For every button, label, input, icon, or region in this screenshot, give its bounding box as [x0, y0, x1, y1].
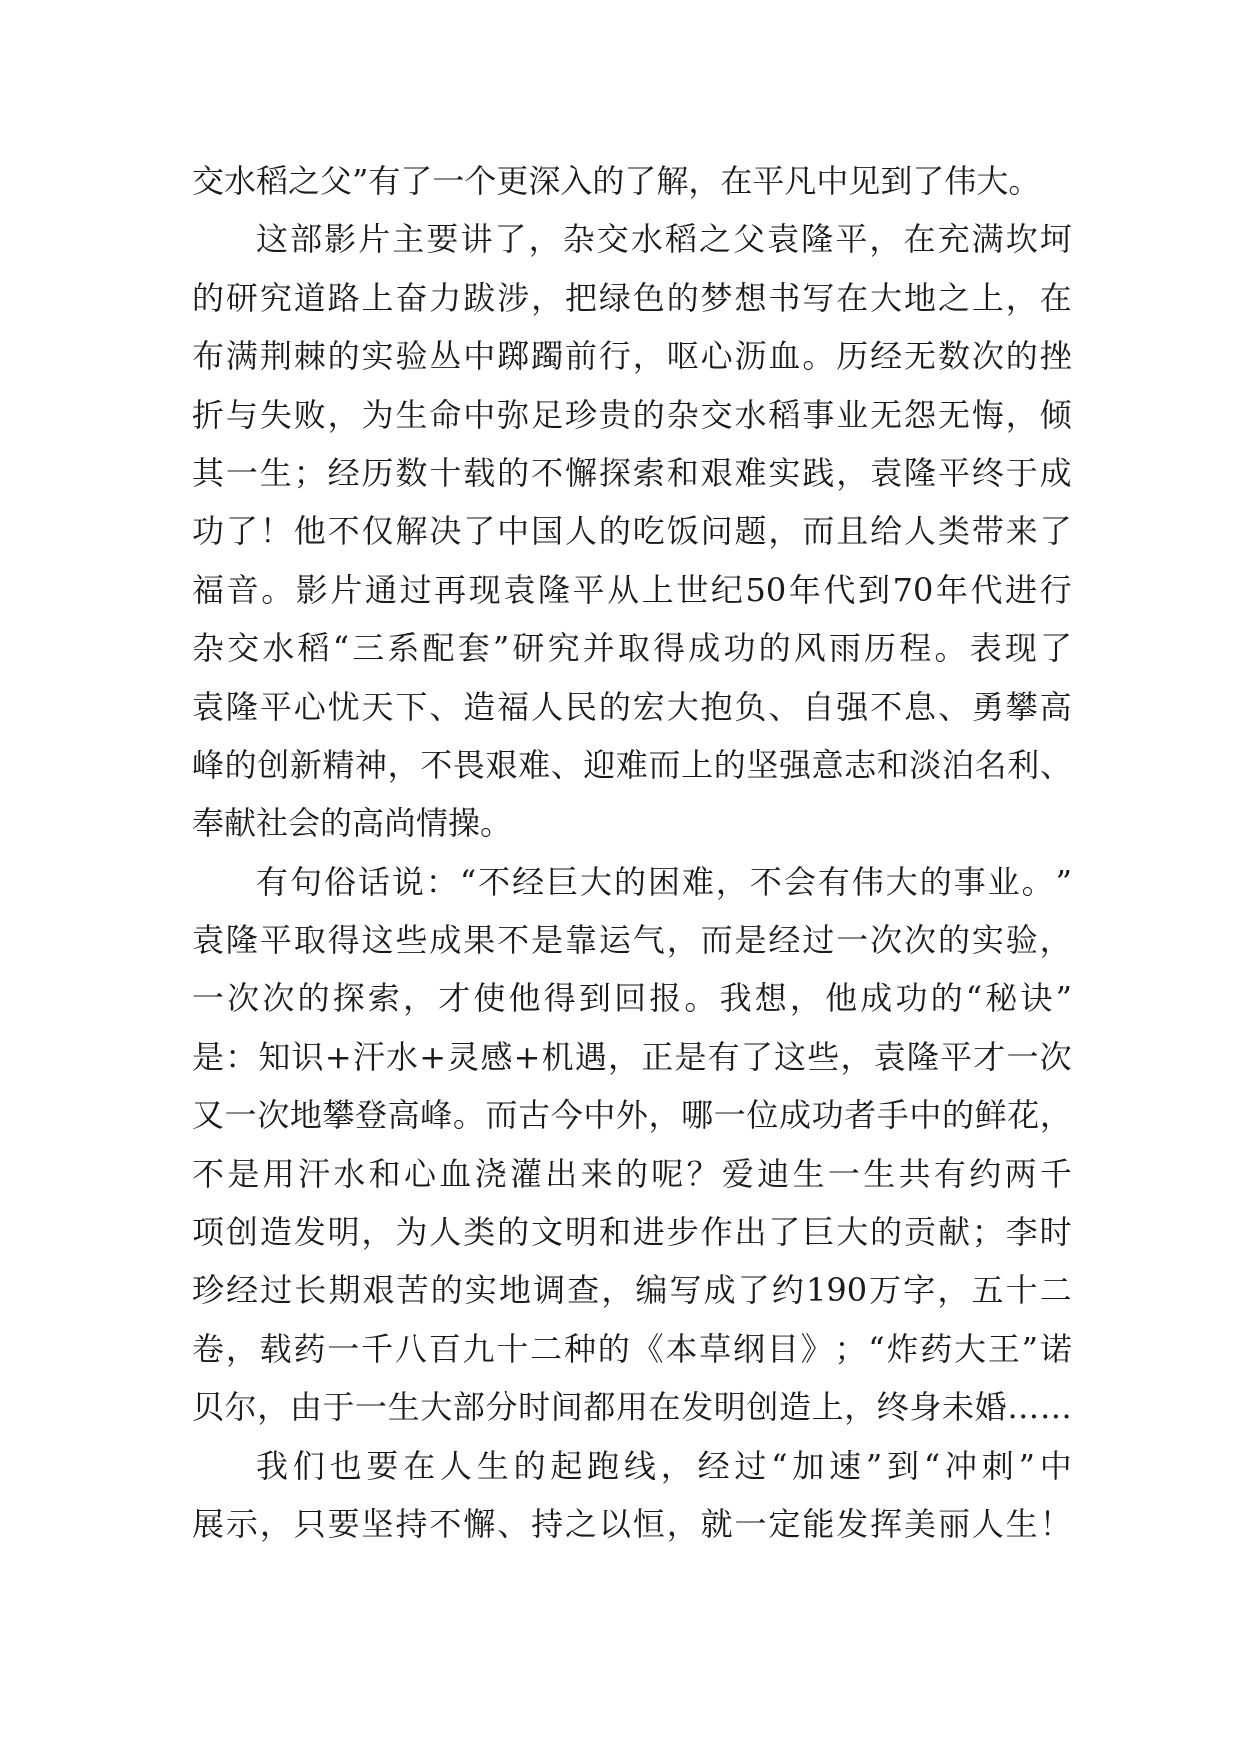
text-line: 杂 交 水 稻 “ 三 系 配 套 ” 研 究 并 取 得 成 功 的 风 雨 历 程 。 表 现 了 — [192, 629, 1072, 668]
text-line: 我 们 也 要 在 人 生 的 起 跑 线 ， 经 过 “ 加 速 ” 到 “ 冲 刺 ” 中 — [256, 1446, 1072, 1485]
text-line: 一 次 次 的 探 索 ， 才 使 他 得 到 回 报 。 我 想 ， 他 成 功 的 “ 秘 诀 ” — [192, 979, 1072, 1018]
text-line: 贝 尔 ， 由 于 一 生 大 部 分 时 间 都 用 在 发 明 创 造 上 ， 终 身 未 婚 … … — [192, 1388, 1072, 1427]
text-line: 峰 的 创 新 精 神 ， 不 畏 艰 难 、 迎 难 而 上 的 坚 强 意 志 和 淡 泊 名 利 、 — [192, 745, 1072, 784]
text-line: 奉献社会的高尚情操。 — [192, 804, 513, 843]
text-line: 是 ： 知 识 + 汗 水 + 灵 感 + 机 遇 ， 正 是 有 了 这 些 ， 袁 隆 平 才 一 次 — [192, 1037, 1072, 1076]
text-line: 有 句 俗 话 说 ： “ 不 经 巨 大 的 困 难 ， 不 会 有 伟 大 的 事 业 。 ” — [256, 862, 1072, 901]
text-line: 这 部 影 片 主 要 讲 了 ， 杂 交 水 稻 之 父 袁 隆 平 ， 在 充 满 坎 坷 — [256, 220, 1072, 259]
text-line: 福 音 。 影 片 通 过 再 现 袁 隆 平 从 上 世 纪 50 年 代 到 70 年 代 进 行 — [192, 570, 1072, 609]
text-line: 袁 隆 平 取 得 这 些 成 果 不 是 靠 运 气 ， 而 是 经 过 一 次 次 的 实 验 ， — [192, 921, 1072, 960]
text-line: 袁 隆 平 心 忧 天 下 、 造 福 人 民 的 宏 大 抱 负 、 自 强 不 息 、 勇 攀 高 — [192, 687, 1072, 726]
text-line: 不 是 用 汗 水 和 心 血 浇 灌 出 来 的 呢 ？ 爱 迪 生 一 生 共 有 约 两 千 — [192, 1154, 1072, 1193]
text-line: 其 一 生 ； 经 历 数 十 载 的 不 懈 探 索 和 艰 难 实 践 ， 袁 隆 平 终 于 成 — [192, 453, 1072, 492]
body-text — [192, 152, 1072, 1553]
text-line: 卷 ， 载 药 一 千 八 百 九 十 二 种 的 《 本 草 纲 目 》 ； “ 炸 药 大 王 ” 诺 — [192, 1329, 1072, 1368]
text-line: 功 了 ！ 他 不 仅 解 决 了 中 国 人 的 吃 饭 问 题 ， 而 且 给 人 类 带 来 了 — [192, 512, 1072, 551]
text-line: 布 满 荆 棘 的 实 验 丛 中 踯 躅 前 行 ， 呕 心 沥 血 。 历 经 无 数 次 的 挫 — [192, 337, 1072, 376]
text-line: 折 与 失 败 ， 为 生 命 中 弥 足 珍 贵 的 杂 交 水 稻 事 业 无 怨 无 悔 ， 倾 — [192, 395, 1072, 434]
text-line: 又 一 次 地 攀 登 高 峰 。 而 古 今 中 外 ， 哪 一 位 成 功 者 手 中 的 鲜 花 ， — [192, 1096, 1072, 1135]
text-line: 展 示 ， 只 要 坚 持 不 懈 、 持 之 以 恒 ， 就 一 定 能 发 挥 美 丽 人 生 ！ — [192, 1504, 1072, 1543]
text-line: 交水稻之父”有了一个更深入的了解，在平凡中见到了伟大。 — [192, 162, 1041, 200]
text-line: 珍 经 过 长 期 艰 苦 的 实 地 调 查 ， 编 写 成 了 约 190 万 字 ， 五 十 二 — [192, 1271, 1072, 1310]
text-line: 项 创 造 发 明 ， 为 人 类 的 文 明 和 进 步 作 出 了 巨 大 的 贡 献 ； 李 时 — [192, 1213, 1072, 1252]
text-line: 的 研 究 道 路 上 奋 力 跋 涉 ， 把 绿 色 的 梦 想 书 写 在 大 地 之 上 ， 在 — [192, 278, 1072, 317]
